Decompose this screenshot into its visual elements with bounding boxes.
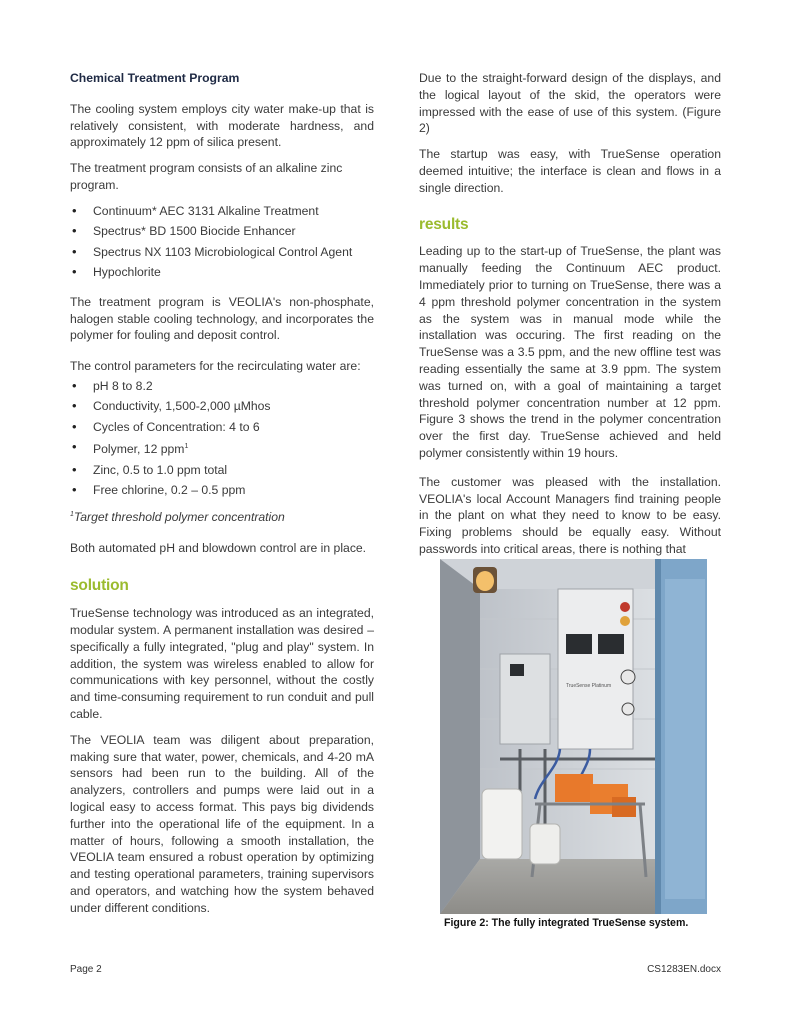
list-item: • pH 8 to 8.2 — [70, 378, 374, 395]
paragraph: The treatment program is VEOLIA's non-phosphate, halogen stable cooling technology, and incorporates the polymer for fouling and deposit control. — [70, 294, 374, 343]
list-item: • Continuum* AEC 3131 Alkaline Treatment — [70, 203, 374, 220]
list-item: • Spectrus* BD 1500 Biocide Enhancer — [70, 223, 374, 240]
list-item: • Hypochlorite — [70, 264, 374, 281]
list-item: • Free chlorine, 0.2 – 0.5 ppm — [70, 482, 374, 499]
right-column — [419, 70, 721, 567]
paragraph: The cooling system employs city water make-up that is relatively consistent, with moderate hardness, and approximately 12 ppm of silica present. — [70, 101, 374, 150]
paragraph: Both automated pH and blowdown control are in place. — [70, 540, 367, 555]
paragraph: Leading up to the start-up of TrueSense, the plant was manually feeding the Continuum AEC product. Immediately prior to turning on TrueSense, there was a 4 ppm threshold polymer concentration in the system as the system was in manual mode while the installation was occuring. The first reading on the TrueSense was a 3.5 ppm, and the new offline test was reading essentially the same at 3.9 ppm. The system was turned on, with a goal of maintaining a target threshold polymer concentration number at 12 ppm. Figure 3 shows the trend in the polymer concentration over the first day. TrueSense achieved and held polymer consistently within 19 hours. — [419, 244, 721, 460]
section-heading-chemical-treatment: Chemical Treatment Program — [70, 71, 240, 85]
section-heading-results: results — [419, 215, 469, 233]
list-item — [70, 439, 374, 458]
section-heading-solution: solution — [70, 577, 129, 595]
footnote — [70, 507, 374, 526]
paragraph: The startup was easy, with TrueSense operation deemed intuitive; the interface is clean and flows in a single direction. — [419, 147, 721, 195]
paragraph: The VEOLIA team was diligent about preparation, making sure that water, power, chemicals, and 4-20 mA sensors had been run to the building. All of the analyzers, controllers and pumps were laid out in a logical easy to access format. This pays big dividends further into the operational life of the equipment. In a matter of hours, following a smooth installation, the VEOLIA team ensured a robust operation by optimizing and testing operational parameters, training supervisors and operators, and watching how the system behaved under different conditions. — [70, 732, 374, 915]
footnote-mark: 1 — [184, 443, 189, 451]
paragraph: The treatment program consists of an alkaline zinc program. — [70, 161, 343, 192]
list-item: • Zinc, 0.5 to 1.0 ppm total — [70, 462, 374, 479]
panel-label: TrueSense Platinum — [566, 683, 612, 689]
document-id: CS1283EN.docx — [647, 964, 721, 975]
paragraph-text: The customer was pleased with the installation. VEOLIA's local Account Managers find training people in the plant on what they need to know to be easy. Fixing problems should be equally easy. Without passwords into critical areas, there is nothing that — [419, 474, 721, 556]
list-item: • Cycles of Concentration: 4 to 6 — [70, 419, 374, 436]
control-parameters-list — [70, 378, 374, 499]
list-item: • Spectrus NX 1103 Microbiological Control Agent — [70, 244, 374, 261]
page-number: Page 2 — [70, 964, 102, 975]
footnote-mark: 1 — [70, 510, 74, 518]
list-item-text: Polymer, 12 ppm — [93, 442, 185, 457]
footnote-text: Target threshold polymer concentration — [73, 509, 285, 524]
paragraph — [419, 474, 721, 558]
truesense-system-photo — [440, 559, 707, 914]
paragraph: The control parameters for the recirculating water are: — [70, 359, 361, 374]
photo-illustration — [440, 559, 707, 914]
paragraph: TrueSense technology was introduced as an integrated, modular system. A permanent installation was desired – specifically a fully integrated, "plug and play" system. In addition, the system was wireless enabled to allow for communications with key personnel, without the costly and time-consuming requirement to run conduit and pull cable. — [70, 606, 374, 721]
treatment-list — [70, 203, 374, 281]
left-column — [70, 70, 374, 926]
paragraph: Due to the straight-forward design of the displays, and the logical layout of the skid, the operators were impressed with the ease of use of this system. (Figure 2) — [419, 71, 721, 136]
list-item: • Conductivity, 1,500-2,000 µMhos — [70, 398, 374, 415]
figure-caption: Figure 2: The fully integrated TrueSense system. — [444, 917, 689, 929]
